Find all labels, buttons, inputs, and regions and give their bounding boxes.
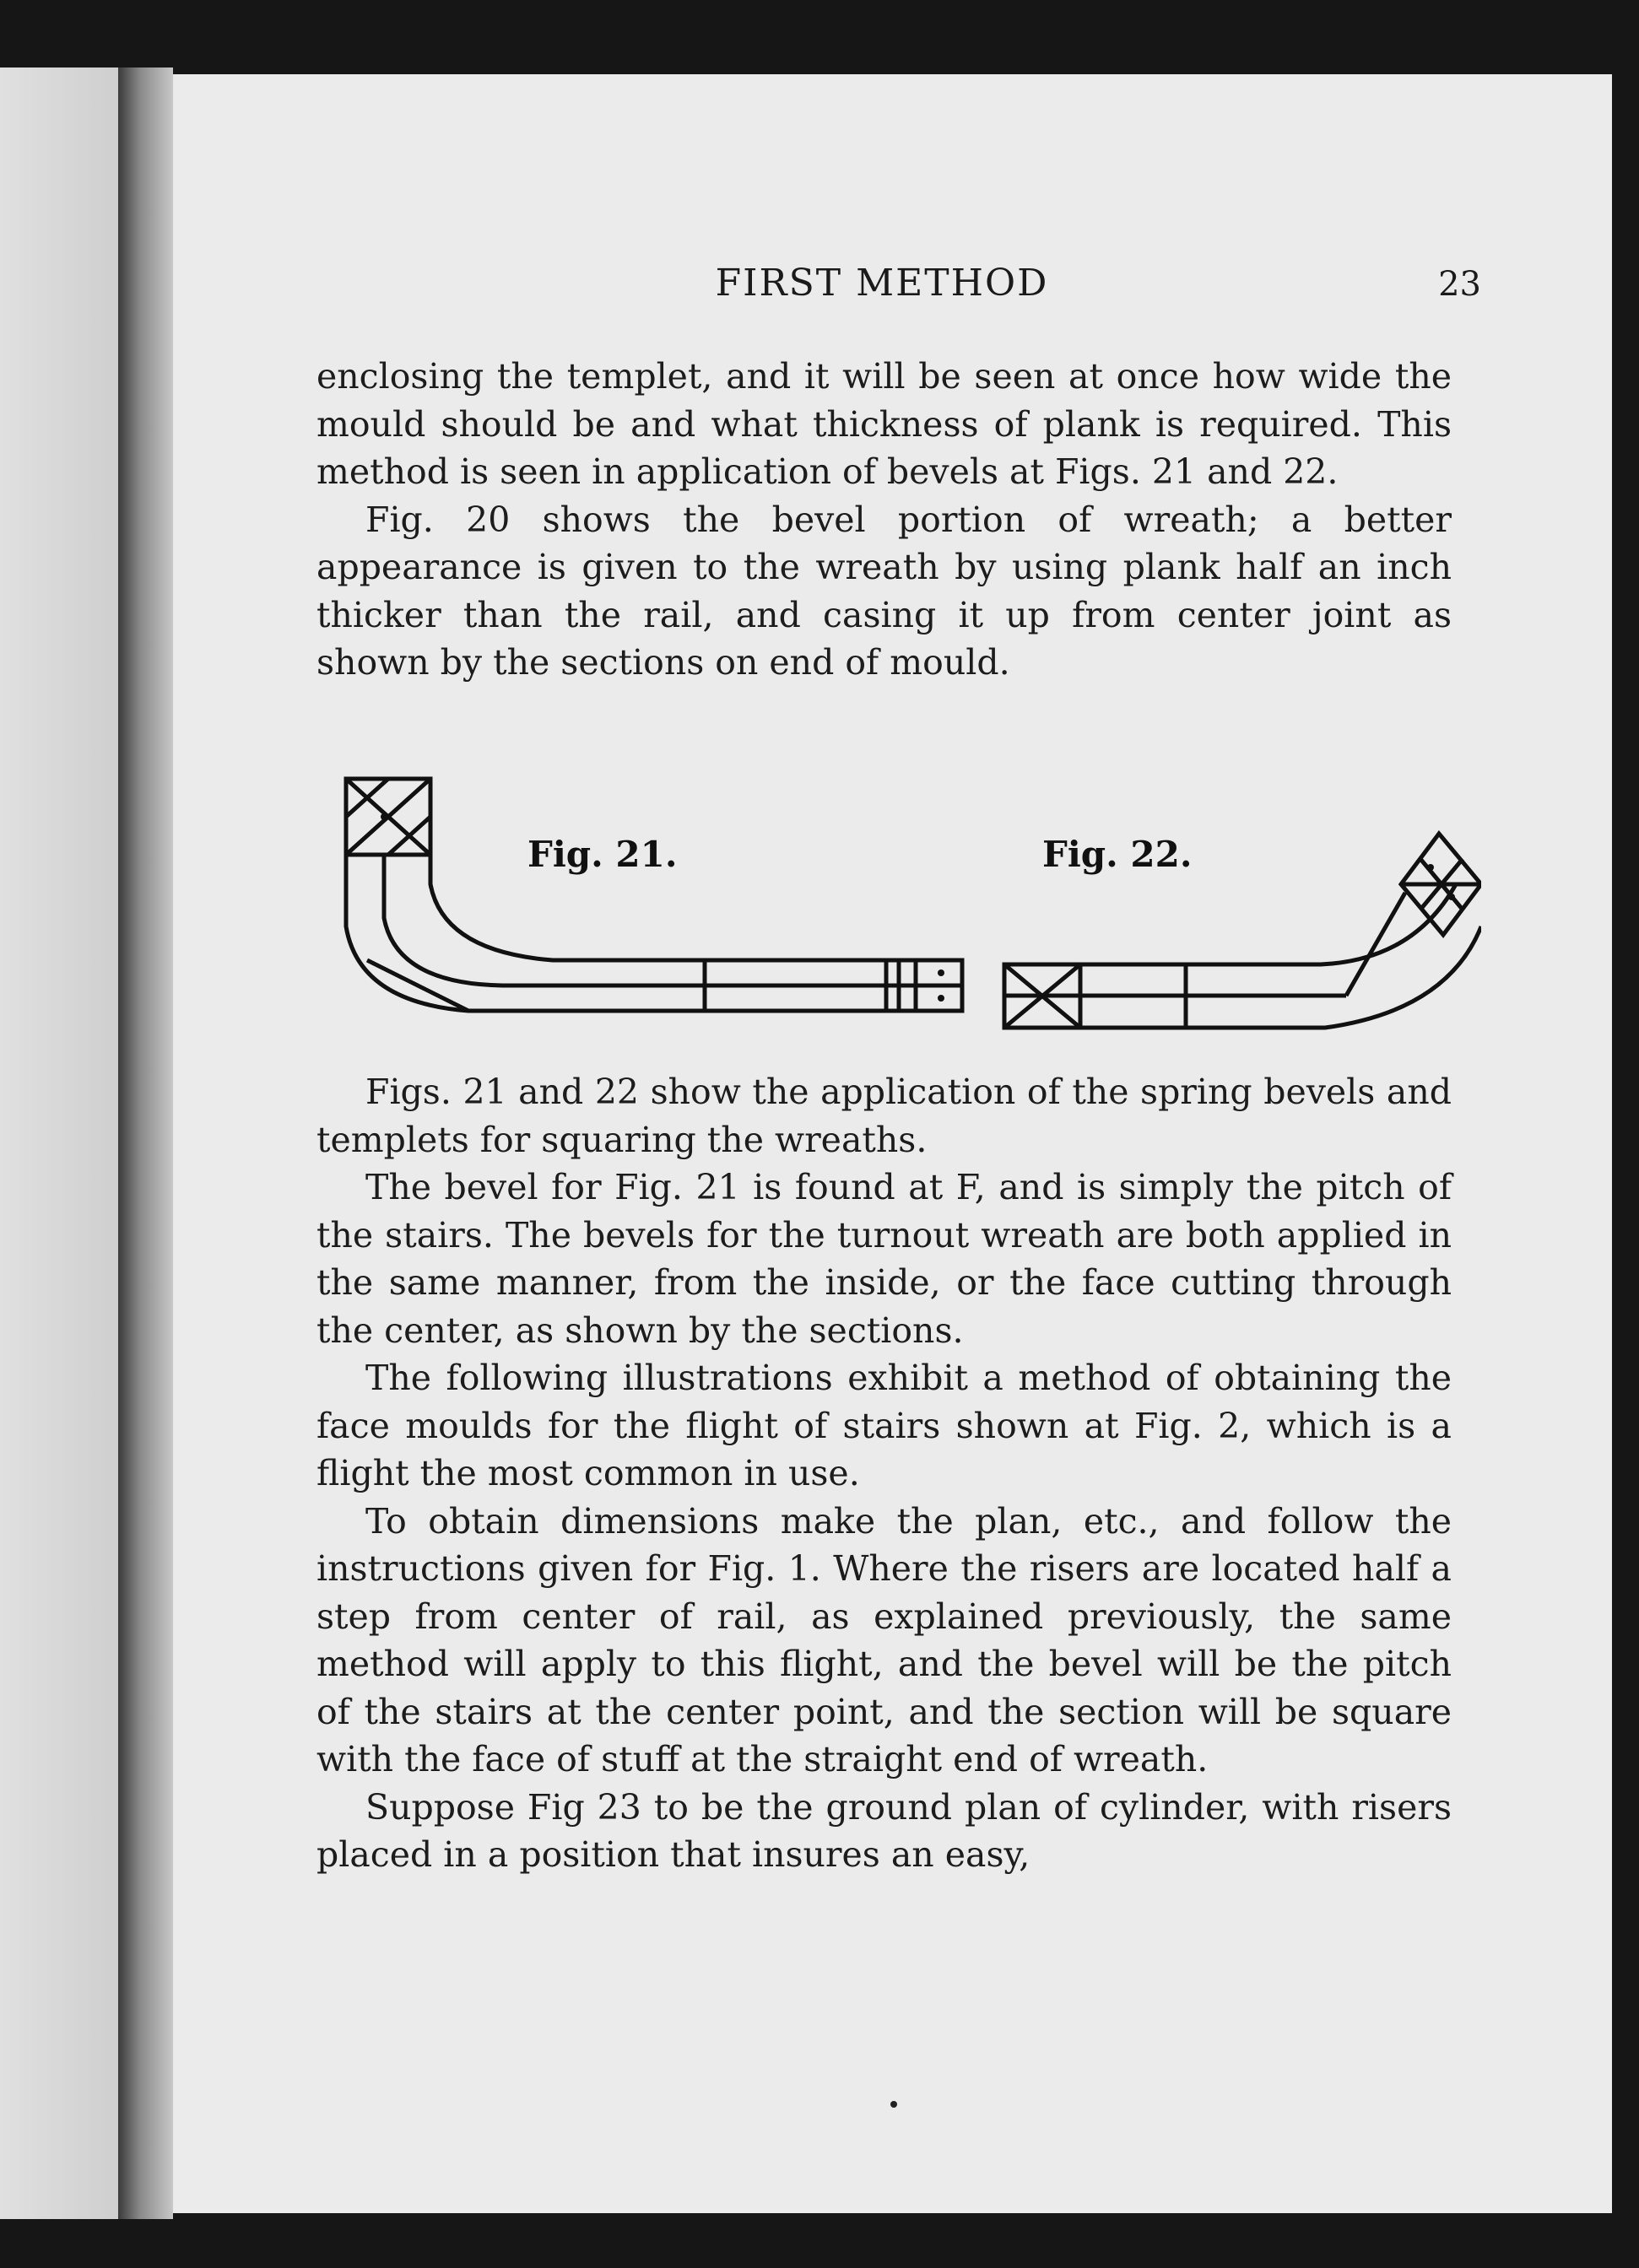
fig-22-label: Fig. 22.	[1042, 834, 1193, 875]
page-header	[316, 262, 1481, 329]
book-page	[173, 74, 1612, 2213]
wreath-diagrams	[333, 758, 1481, 1120]
section-dot	[938, 969, 944, 976]
page-number: 23	[1438, 265, 1481, 304]
section-dot	[1427, 864, 1434, 871]
paragraph: Suppose Fig 23 to be the ground plan of cylinder, with risers placed in a position that insures an easy,	[316, 1786, 1452, 1875]
figures-21-22	[333, 758, 1481, 1120]
book-gutter	[118, 68, 173, 2219]
paragraph: enclosing the templet, and it will be seen at once how wide the mould should be and what thickness of plank is required. This method is seen in application of bevels at Figs. 21 and 22.	[316, 356, 1452, 492]
text-block-top	[316, 353, 1452, 687]
section-dot	[938, 995, 944, 1002]
section-dot	[1448, 894, 1455, 900]
section-dot	[381, 813, 387, 820]
paragraph: The following illustrations exhibit a method of obtaining the face moulds for the flight of stairs shown at Fig. 2, which is a flight the most common in use.	[316, 1358, 1452, 1493]
facing-page-edge	[0, 68, 118, 2219]
ink-speck	[890, 2101, 897, 2108]
paragraph: To obtain dimensions make the plan, etc., and follow the instructions given for Fig. 1. Where the risers are located half a step from center of rail, as explained previously, the same method will apply to this flight, and the bevel will be the pitch of the stairs at the center point, and the section will be square with the face of stuff at the straight end of wreath.	[316, 1500, 1452, 1779]
fig-21-drawing	[346, 779, 962, 1011]
paragraph: Figs. 21 and 22 show the application of the spring bevels and templets for squaring the wreaths.	[316, 1072, 1452, 1160]
fig-21-label: Fig. 21.	[527, 834, 678, 875]
paragraph: Fig. 20 shows the bevel portion of wreath; a better appearance is given to the wreath by using plank half an inch thicker than the rail, and casing it up from center joint as shown by the sections on end of mould.	[316, 499, 1452, 683]
paragraph: The bevel for Fig. 21 is found at F, and is simply the pitch of the stairs. The bevels for the turnout wreath are both applied in the same manner, from the inside, or the face cutting through the center, as shown by the sections.	[316, 1167, 1452, 1351]
running-head: FIRST METHOD	[715, 262, 1049, 305]
text-block-bottom	[316, 1068, 1452, 1879]
